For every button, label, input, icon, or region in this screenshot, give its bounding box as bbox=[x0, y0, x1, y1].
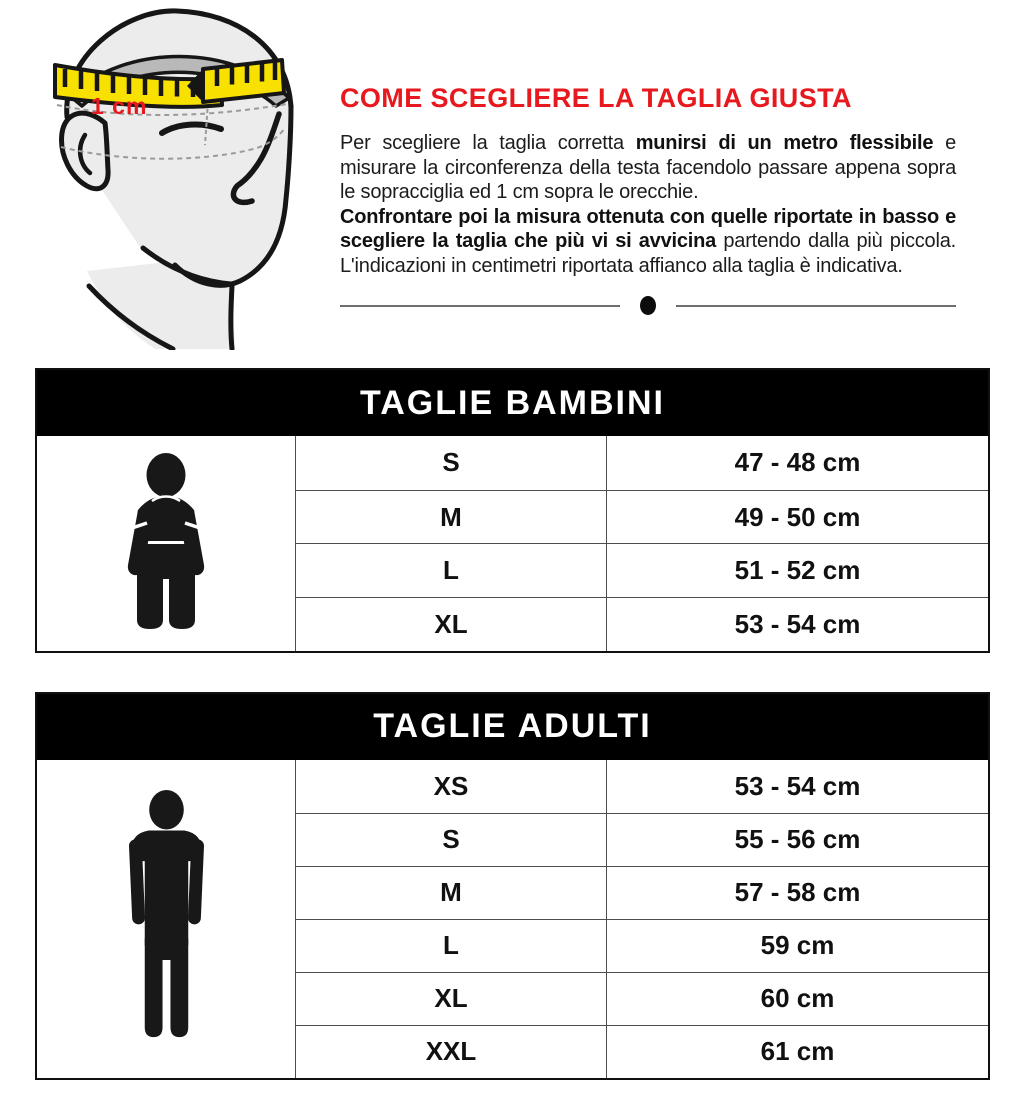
divider-line-left bbox=[340, 305, 620, 307]
divider-dot-icon bbox=[640, 296, 656, 315]
size-range: 49 - 50 cm bbox=[607, 490, 988, 544]
adults-table-title: TAGLIE ADULTI bbox=[373, 707, 652, 746]
child-figure-icon bbox=[37, 436, 296, 651]
size-range: 53 - 54 cm bbox=[607, 597, 988, 651]
size-label: XL bbox=[296, 597, 607, 651]
intro-paragraph bbox=[340, 131, 956, 278]
how-to-choose-section bbox=[0, 0, 1024, 350]
intro-text-block bbox=[340, 0, 956, 315]
size-label: XS bbox=[296, 760, 607, 813]
head-measurement-illustration bbox=[25, 5, 330, 350]
size-label: L bbox=[296, 919, 607, 972]
adults-table-header bbox=[37, 694, 988, 760]
size-tables bbox=[35, 368, 990, 1080]
size-range: 47 - 48 cm bbox=[734, 447, 861, 478]
size-label: XXL bbox=[296, 1025, 607, 1078]
one-cm-label: 1 cm bbox=[91, 93, 148, 119]
size-label: L bbox=[296, 543, 607, 597]
size-label: M bbox=[296, 866, 607, 919]
size-label: M bbox=[296, 490, 607, 544]
size-range: 51 - 52 cm bbox=[607, 543, 988, 597]
kids-size-table bbox=[35, 368, 990, 653]
adults-table-body bbox=[37, 760, 988, 1078]
adults-size-table bbox=[35, 692, 990, 1080]
divider-line-right bbox=[676, 305, 956, 307]
intro-paragraph-text: Confrontare poi la misura ottenuta con quelle riportate in basso e scegliere la taglia che più vi si avvicina partendo dalla più piccola. L'indicazioni in centimetri riportata affianco alla taglia è indicativa. bbox=[340, 205, 956, 277]
intro-paragraph-text: Per scegliere la taglia corretta munirsi di un metro flessibile e misurare la circonferenza della testa facendolo passare appena sopra le sopracciglia ed 1 cm sopra le orecchie. bbox=[340, 132, 956, 203]
size-range: 55 - 56 cm bbox=[607, 813, 988, 866]
size-range: 59 cm bbox=[607, 919, 988, 972]
section-divider bbox=[340, 296, 956, 315]
size-label: S bbox=[296, 436, 607, 490]
size-range: 53 - 54 cm bbox=[734, 770, 861, 801]
head-tape-measure-icon bbox=[25, 5, 330, 350]
page-title: COME SCEGLIERE LA TAGLIA GIUSTA bbox=[340, 83, 852, 113]
size-label: S bbox=[296, 813, 607, 866]
size-range: 60 cm bbox=[607, 972, 988, 1025]
size-label: XL bbox=[296, 972, 607, 1025]
size-range: 61 cm bbox=[607, 1025, 988, 1078]
size-range: 57 - 58 cm bbox=[607, 866, 988, 919]
adult-figure-icon bbox=[37, 760, 296, 1078]
kids-table-body bbox=[37, 436, 988, 651]
kids-table-header bbox=[37, 370, 988, 436]
kids-table-title: TAGLIE BAMBINI bbox=[359, 383, 665, 422]
